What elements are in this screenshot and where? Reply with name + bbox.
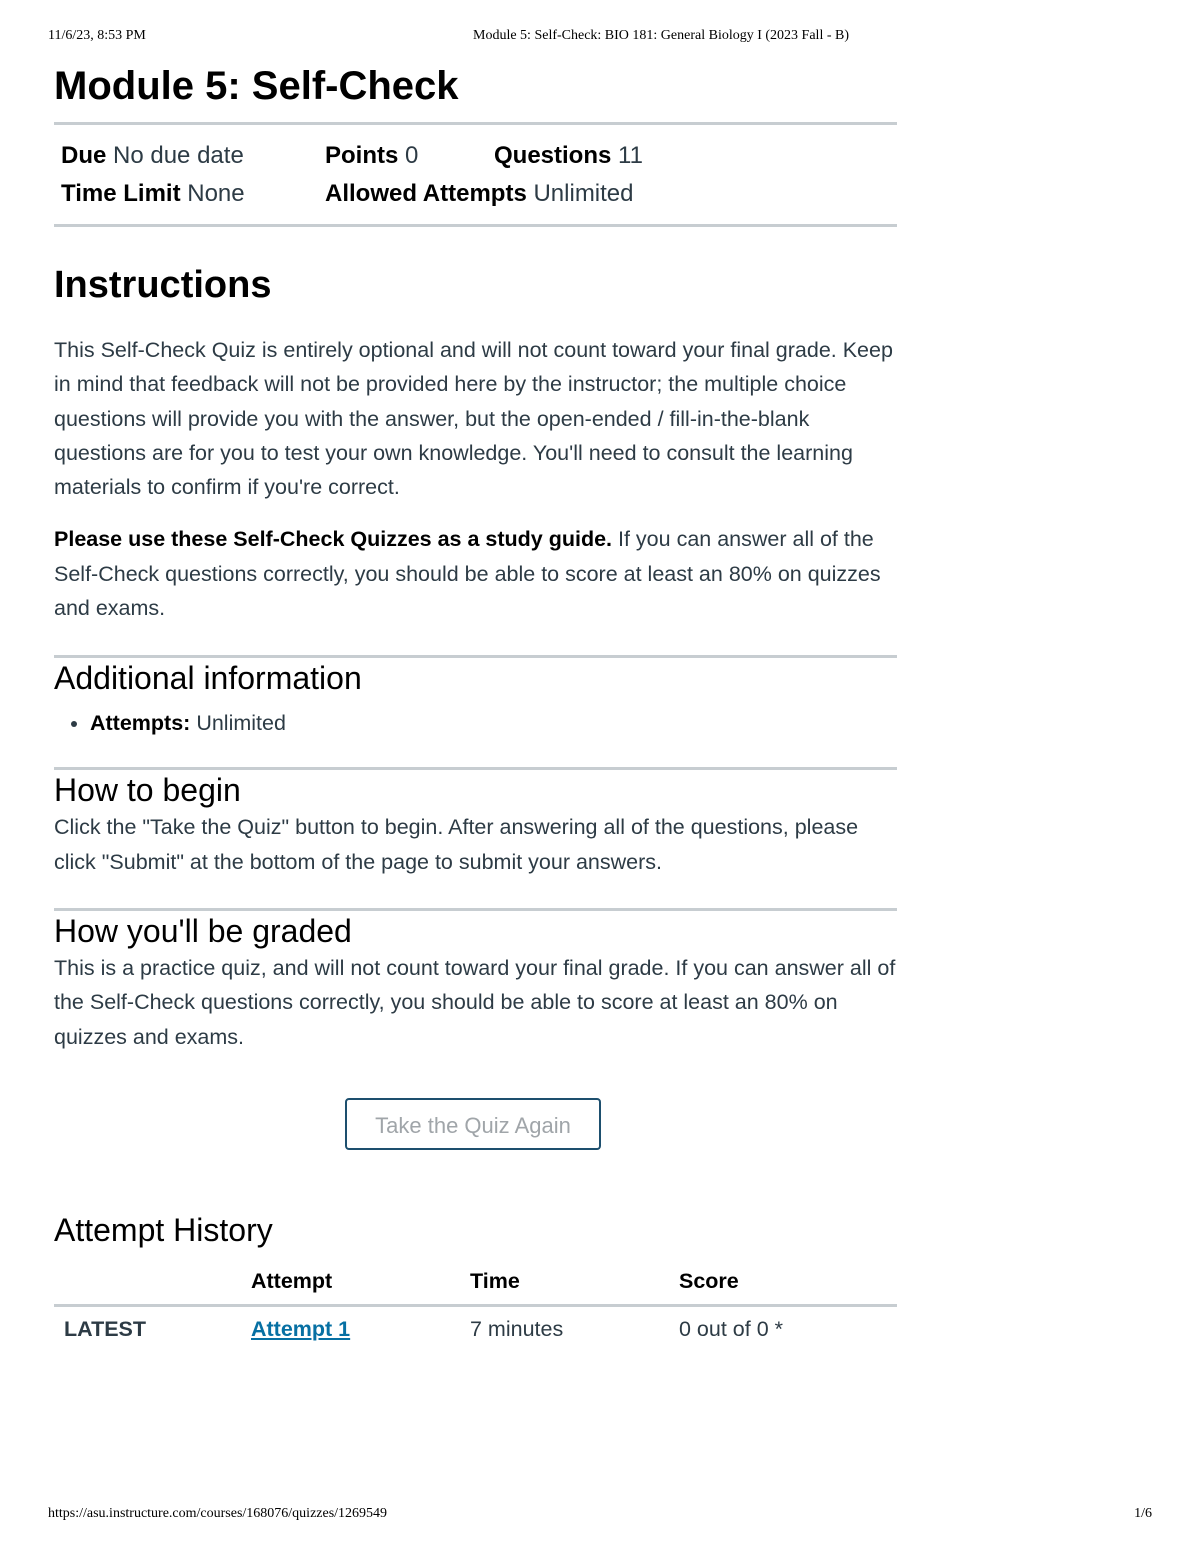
time-limit-label: Time Limit (61, 180, 181, 207)
score-cell: 0 out of 0 * (679, 1317, 783, 1342)
how-to-begin-text: Click the "Take the Quiz" button to begin. After answering all of the questions, please click "Submit" at the bottom of the page to submit your answers. (54, 815, 859, 874)
attempts-info-label: Attempts: (90, 711, 191, 736)
how-graded-text: This is a practice quiz, and will not count toward your final grade. If you can answer all of the Self-Check questions correctly, you should be able to score at least an 80% on quizzes and exams. (54, 955, 896, 1049)
time-cell: 7 minutes (470, 1317, 564, 1342)
how-to-begin-heading: How to begin (54, 772, 241, 809)
questions-value: 11 (618, 142, 643, 169)
how-graded-heading: How you'll be graded (54, 912, 352, 949)
due-detail (61, 142, 244, 170)
due-value: No due date (113, 142, 244, 169)
print-url: https://asu.instructure.com/courses/168076/quizzes/1269549 (48, 1506, 388, 1521)
print-page-title: Module 5: Self-Check: BIO 181: General Biology I (2023 Fall - B) (473, 28, 849, 43)
due-label: Due (61, 142, 107, 169)
attempt-link[interactable]: Attempt 1 (251, 1317, 351, 1342)
column-header (54, 1260, 251, 1306)
attempt-history-heading: Attempt History (54, 1211, 273, 1248)
take-quiz-again-button[interactable]: Take the Quiz Again (345, 1098, 601, 1150)
questions-detail (494, 142, 643, 170)
allowed-attempts-label: Allowed Attempts (325, 180, 527, 207)
print-header (48, 28, 1152, 48)
study-guide-rest: If you can answer all of the Self-Check questions correctly, you should be able to score at least an 80% on quizzes and exams. (54, 527, 881, 621)
time-limit-value: None (187, 180, 245, 207)
print-date: 11/6/23, 8:53 PM (48, 28, 146, 43)
study-guide-paragraph (54, 522, 897, 625)
points-detail (325, 142, 418, 170)
additional-info-list (54, 706, 897, 740)
quiz-details (54, 125, 897, 227)
column-header-attempt: Attempt (251, 1260, 470, 1306)
attempt-history-table (54, 1260, 897, 1353)
allowed-attempts-detail (325, 180, 634, 208)
allowed-attempts-value: Unlimited (533, 180, 634, 207)
points-label: Points (325, 142, 399, 169)
list-item (90, 706, 897, 740)
study-guide-bold: Please use these Self-Check Quizzes as a study guide. (54, 527, 613, 552)
attempts-info-value: Unlimited (190, 711, 286, 736)
points-value: 0 (405, 142, 419, 169)
instructions-paragraph: This Self-Check Quiz is entirely optional and will not count toward your final grade. Keep in mind that feedback will not be provided here by the instructor; the multiple choice questions will provide you with the answer, but the open-ended / fill-in-the-blank questions are for you to test your own knowledge. You'll need to consult the learning materials to confirm if you're correct. (54, 338, 893, 500)
take-quiz-container (54, 1098, 897, 1154)
print-page-number: 1/6 (1134, 1506, 1152, 1521)
print-footer (48, 1506, 1152, 1526)
quiz-title: Module 5: Self-Check (54, 60, 897, 125)
attempt-cell (251, 1305, 470, 1353)
quiz-content (54, 60, 897, 1353)
time-limit-detail (61, 180, 245, 208)
latest-tag: LATEST (64, 1317, 147, 1342)
table-row (54, 1305, 897, 1353)
instructions-heading: Instructions (54, 264, 272, 306)
column-header-time: Time (470, 1260, 679, 1306)
column-header-score: Score (679, 1260, 897, 1306)
table-header-row (54, 1260, 897, 1306)
additional-info-heading: Additional information (54, 660, 362, 697)
questions-label: Questions (494, 142, 612, 169)
